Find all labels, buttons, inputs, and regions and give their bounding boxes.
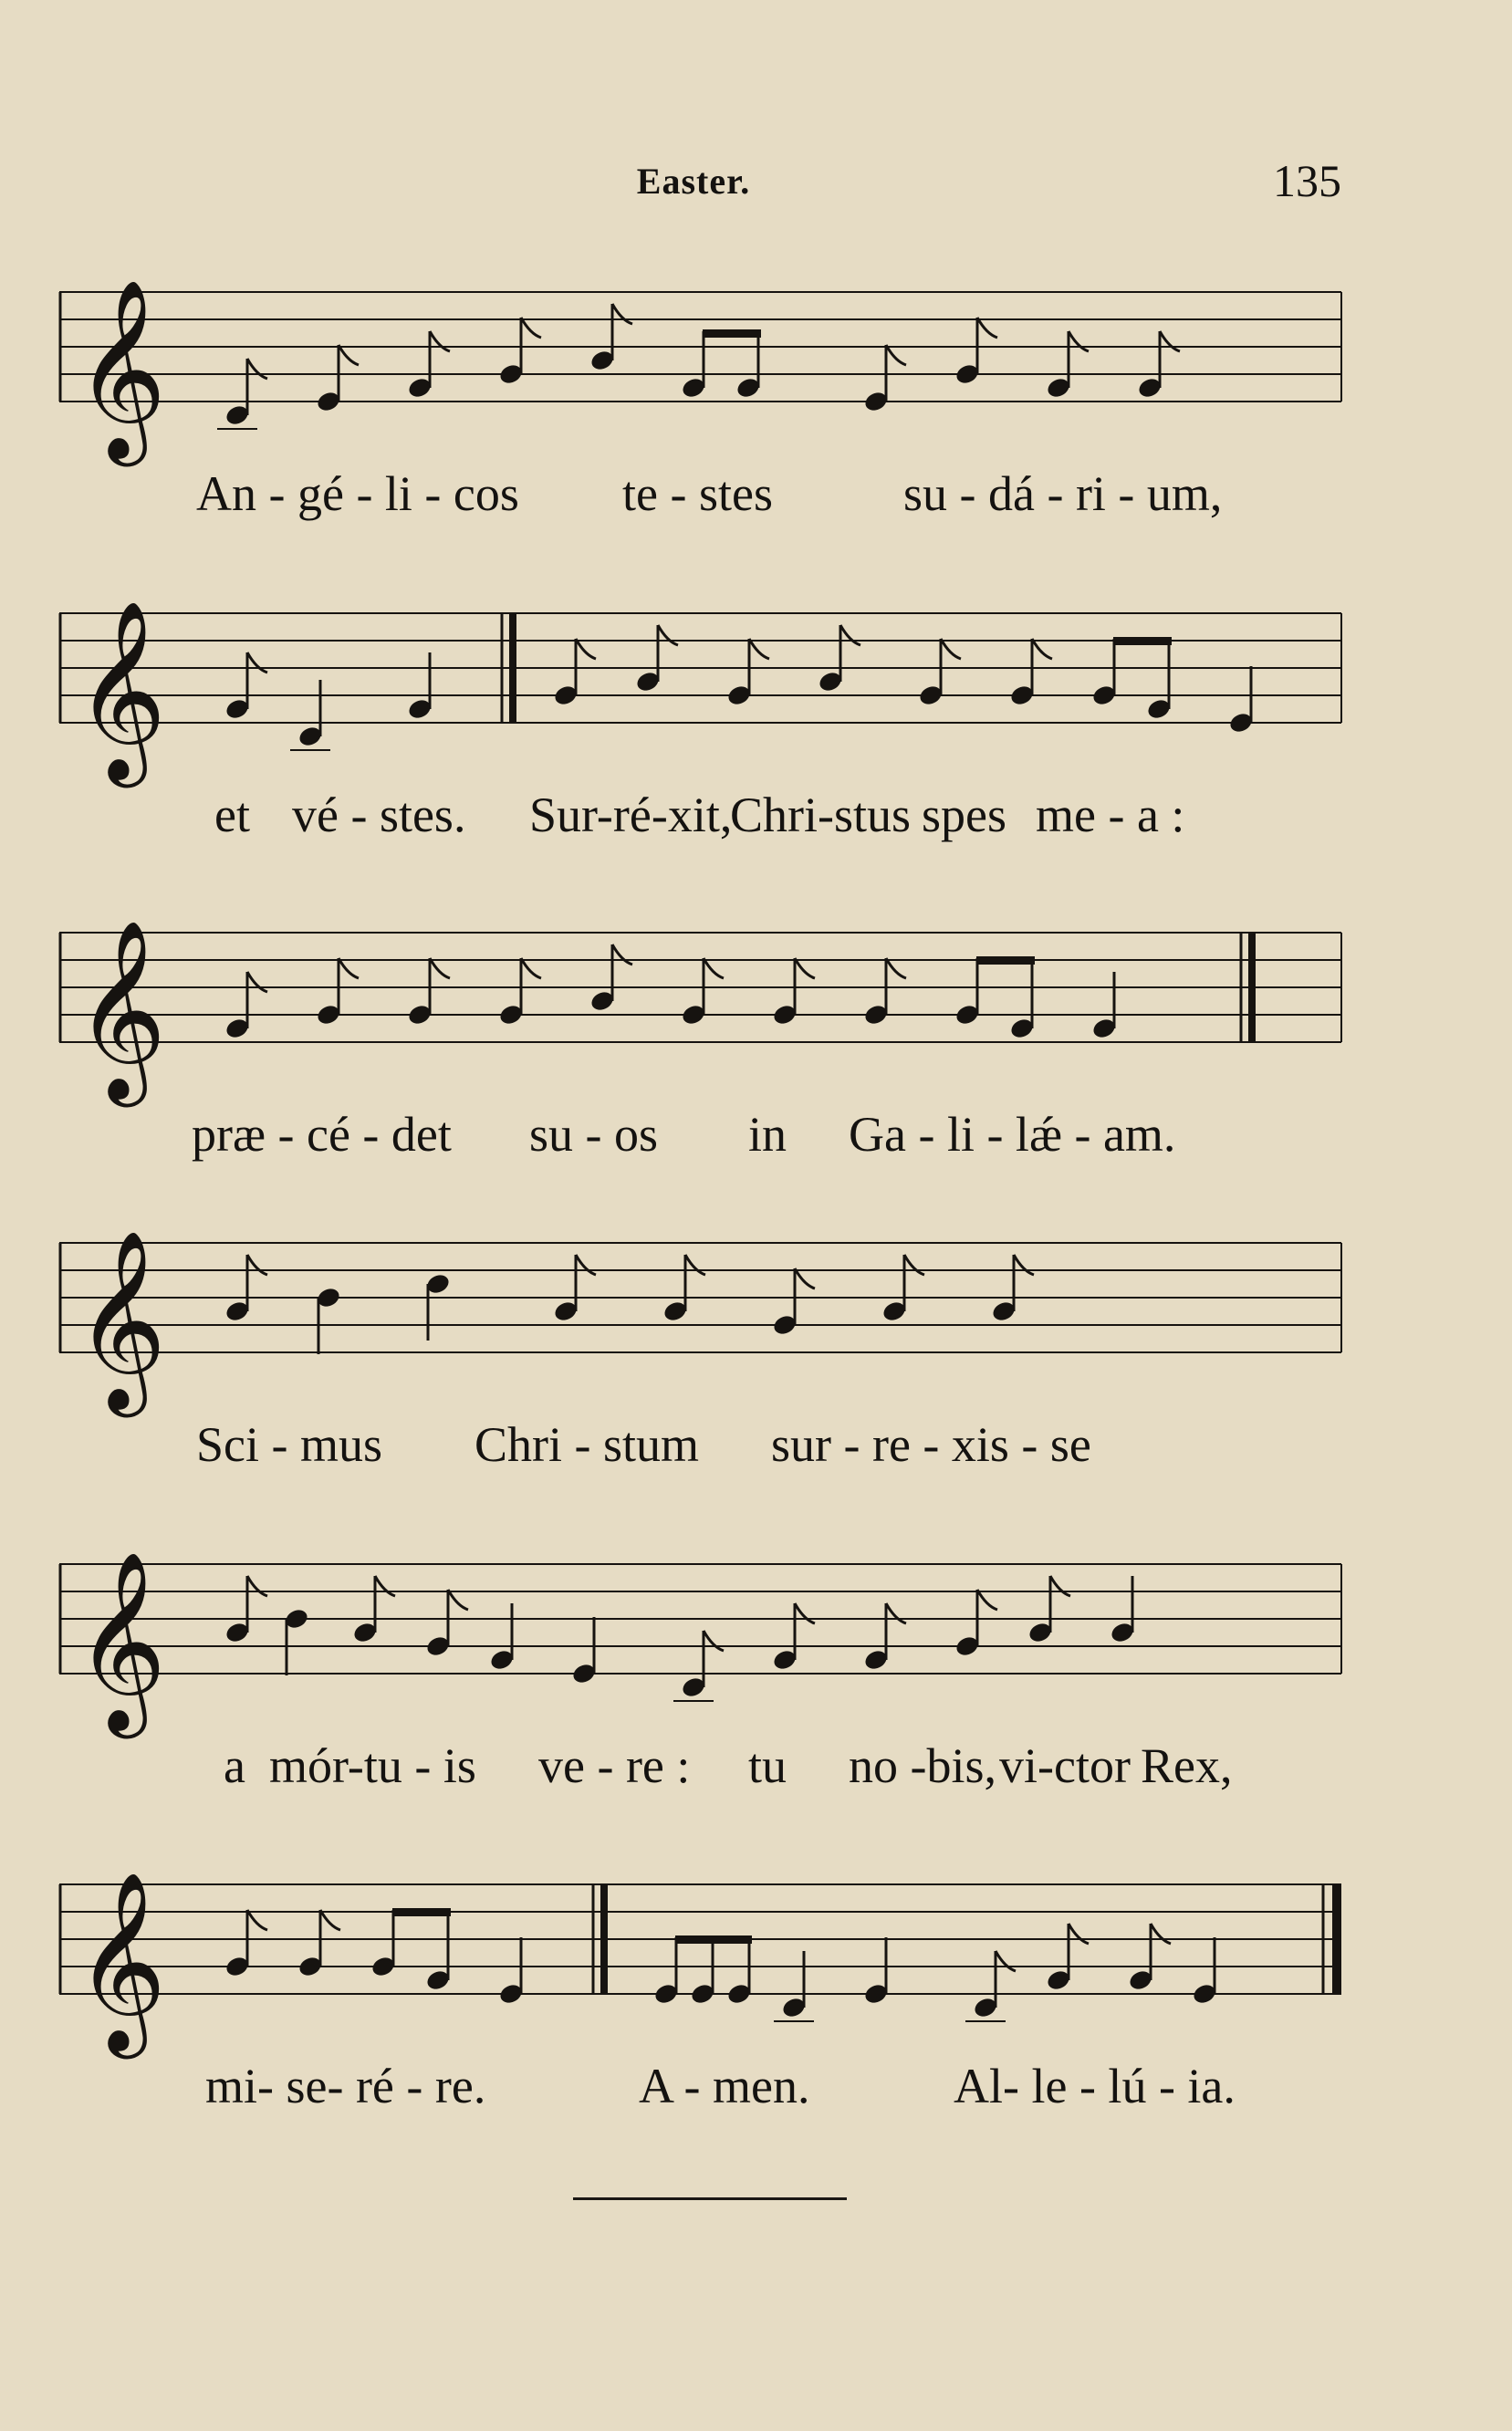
note [290,680,330,750]
note [589,304,632,372]
note [954,1590,997,1658]
lyric-word: spes [922,788,1006,842]
lyric-word: su - os [529,1107,659,1162]
note [424,1590,468,1658]
note [817,625,860,694]
note [1127,1924,1171,1992]
music-system-4 [55,1216,1350,1517]
note [965,1951,1016,2021]
treble-clef-icon: 𝄞 [75,1229,167,1410]
note [297,1910,340,1978]
page-number: 135 [1273,155,1341,206]
note [370,1910,396,1978]
note [774,1951,814,2021]
note [725,639,769,707]
lyric-word: præ - cé - det [192,1107,452,1162]
lyric-word: Sci - mus [196,1417,383,1472]
music-system-1 [55,265,1350,566]
note [315,958,359,1027]
final-barline [1332,1884,1341,1994]
lyric-word: et [214,788,250,842]
note-beam [1113,637,1172,645]
running-head [0,155,1512,214]
note [424,1272,451,1341]
barline [600,1884,608,1994]
lyric-word: ve - re : [538,1738,691,1793]
music-system-3 [55,905,1350,1206]
lyric-word: a [224,1738,245,1793]
lyric-word: vi-ctor [999,1738,1131,1793]
note [990,1255,1034,1323]
note [954,318,997,386]
staff-5 [55,1537,1350,1737]
note [954,958,980,1027]
note-beam [392,1908,451,1916]
barline [509,613,516,723]
note-beam [675,1935,752,1944]
note [1027,1576,1070,1644]
note [488,1603,515,1672]
note [351,1576,395,1644]
note [862,1603,906,1672]
note [315,1286,341,1354]
note [497,958,541,1027]
note [1136,331,1180,400]
note [652,1937,679,2006]
lyrics-line-2 [55,787,1350,860]
note [1109,1576,1135,1644]
lyrics-line-1 [55,465,1350,538]
lyric-word: sur - re - xis - se [771,1417,1091,1472]
running-title: Easter. [636,161,751,202]
barline [1248,933,1256,1042]
lyric-word: mór-tu - is [269,1738,476,1793]
lyric-word: Al- le - lú - ia. [954,2059,1236,2113]
note [917,639,961,707]
note [1145,652,1172,721]
note [725,1937,752,2006]
lyric-word: no -bis, [849,1738,996,1793]
note [862,345,906,413]
note [673,1631,724,1701]
note [862,958,906,1027]
note [735,331,761,400]
note-beam [703,329,761,338]
note [283,1607,309,1675]
note [552,1255,596,1323]
note [662,1255,705,1323]
note [1008,972,1035,1040]
note [680,958,724,1027]
treble-clef-icon: 𝄞 [75,600,167,780]
note [224,1576,267,1644]
note [424,1924,451,1992]
end-rule [573,2197,847,2200]
staff-3 [55,905,1350,1106]
note [406,331,450,400]
note [497,1937,524,2006]
staff-6 [55,1857,1350,2058]
note [771,1268,815,1337]
note [589,944,632,1013]
lyric-word: Rex, [1141,1738,1233,1793]
note [217,359,267,429]
lyric-word: te - stes [622,466,773,521]
lyric-word: me - a : [1036,788,1185,842]
note [224,652,267,721]
note [1191,1937,1217,2006]
note [862,1937,889,2006]
note [689,1937,715,2006]
note [406,958,450,1027]
music-system-5 [55,1537,1350,1838]
lyric-word: Sur-ré-xit, [529,788,733,842]
lyrics-line-3 [55,1106,1350,1179]
note [570,1617,597,1685]
note [315,345,359,413]
note [680,331,706,400]
lyric-word: su - dá - ri - um, [903,466,1223,521]
lyric-word: vé - stes. [292,788,466,842]
staff-2 [55,586,1350,787]
lyric-word: Chri-stus [730,788,912,842]
note [881,1255,924,1323]
lyric-word: Ga - li - lǽ - am. [849,1107,1176,1162]
note [634,625,678,694]
music-system-2 [55,586,1350,887]
lyrics-line-6 [55,2058,1350,2131]
lyric-word: An - gé - li - cos [196,466,519,521]
lyric-word: in [748,1107,787,1162]
lyric-word: Chri - stum [474,1417,700,1472]
note [1227,666,1254,735]
note [224,972,267,1040]
treble-clef-icon: 𝄞 [75,1550,167,1731]
note [1045,331,1089,400]
treble-clef-icon: 𝄞 [75,278,167,459]
note [1090,639,1117,707]
music-system-6 [55,1857,1350,2158]
staff-4 [55,1216,1350,1416]
treble-clef-icon: 𝄞 [75,919,167,1100]
note-beam [976,956,1035,965]
treble-clef-icon: 𝄞 [75,1871,167,2051]
lyric-word: A - men. [639,2059,810,2113]
note [771,1603,815,1672]
note [224,1255,267,1323]
note [1090,972,1117,1040]
note [406,652,433,721]
staff-1 [55,265,1350,465]
note [1008,639,1052,707]
note [771,958,815,1027]
lyric-word: tu [748,1738,787,1793]
note [224,1910,267,1978]
lyric-word: mi- se- ré - re. [205,2059,486,2113]
lyrics-line-5 [55,1737,1350,1810]
lyrics-line-4 [55,1416,1350,1489]
note [1045,1924,1089,1992]
note [497,318,541,386]
note [552,639,596,707]
